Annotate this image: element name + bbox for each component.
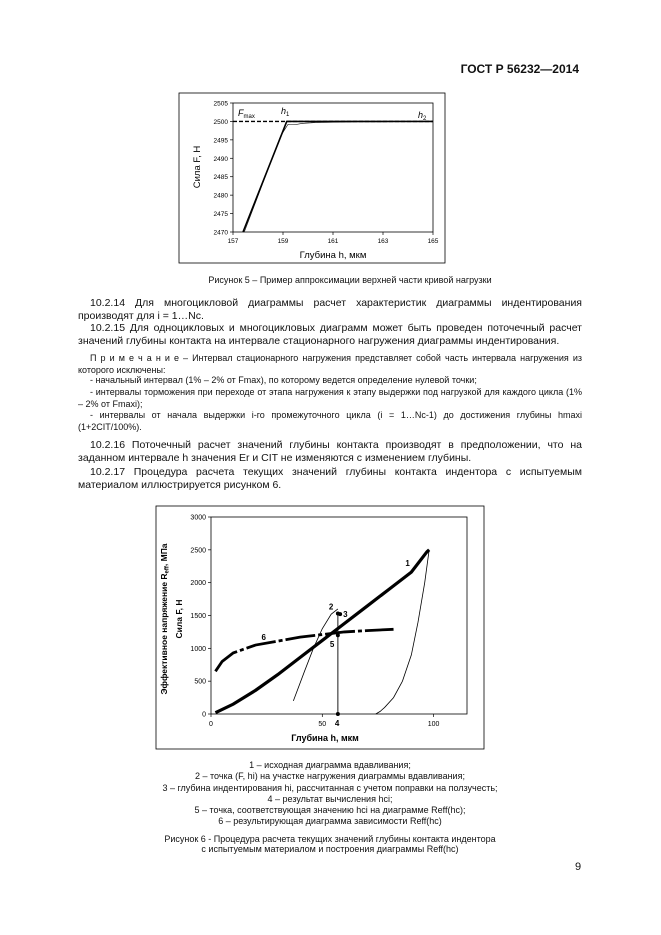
fig6-y-tick-label: 500	[194, 678, 206, 686]
fig6-y-tick-label: 1000	[190, 645, 206, 653]
fig5-h1-annotation: $h_1$	[281, 106, 290, 118]
fig5-x-tick-label: 161	[327, 238, 339, 245]
fig5-x-tick-label: 159	[277, 238, 289, 245]
figure6-caption-line1: Рисунок 6 - Процедура расчета текущих значений глубины контакта индентора	[164, 834, 496, 844]
fig5-y-tick-label: 2480	[213, 192, 228, 200]
note-intro: П р и м е ч а н и е – Интервал стационарного нагружения представляет собой часть интервала нагружения из которого исключены:	[78, 353, 582, 375]
paragraph-10-2-16: 10.2.16 Поточечный расчет значений глубины контакта производят в предположении, что на заданном интервале h значения Er и CIT не изменяются с изменением глубины.	[78, 439, 582, 464]
fig5-y-tick-label: 2485	[213, 174, 228, 182]
fig5-y-tick-label: 2470	[213, 229, 228, 237]
fig6-point-4	[336, 712, 340, 716]
fig6-y-tick-label: 0	[202, 711, 206, 719]
note-bullet-1: - начальный интервал (1% – 2% от Fmax), по которому ведется определение нулевой точки;	[90, 375, 477, 385]
paragraph-10-2-15: 10.2.15 Для одноцикловых и многоцикловых диаграмм может быть проведен поточечный расчет значений глубины контакта на интервале стационарного нагружения диаграммы индентирования.	[78, 322, 582, 347]
note-bullet-2: - интервалы торможения при переходе от этапа нагружения к этапу выдержки под нагрузкой для каждого цикла (1% – 2% от Fmaxi);	[78, 387, 582, 409]
figure5-chart	[178, 92, 446, 264]
fig6-point-label: 4	[334, 719, 340, 728]
fig5-x-tick-label: 163	[377, 238, 389, 245]
legend-item: 3 – глубина индентирования hi, рассчитанная с учетом поправки на ползучесть;	[162, 782, 498, 793]
fig6-curve-label: 6	[261, 633, 266, 643]
fig6-y-tick-label: 2500	[190, 547, 206, 555]
page-number: 9	[575, 861, 582, 873]
fig6-point-3	[338, 612, 342, 616]
note-bullet-3: - интервалы от начала выдержки i-го промежуточного цикла (i = 1…Nc-1) до достижения глубины hmaxi (1+2CIT/100%).	[78, 410, 582, 432]
fig6-ylabel-reff: Эффективное напряжение Reff, МПа	[159, 543, 171, 695]
figure6-chart	[155, 505, 485, 750]
fig5-x-tick-label: 165	[427, 238, 439, 245]
fig6-y-tick-label: 1500	[190, 613, 206, 620]
figure6-caption-line2: с испытуемым материалом и построения диаграммы Reff(hc)	[201, 844, 459, 854]
paragraph-10-2-14: 10.2.14 Для многоцикловой диаграммы расчет характеристик диаграммы индентирования производят для i = 1…Nc.	[78, 297, 582, 322]
fig5-h2-annotation: $h_2$	[418, 110, 427, 122]
fig6-x-tick-label: 100	[427, 721, 440, 728]
standard-header: ГОСТ Р 56232—2014	[460, 62, 579, 76]
legend-item: 6 – результирующая диаграмма зависимости Reff(hc)	[218, 816, 442, 827]
fig5-y-tick-label: 2500	[213, 118, 228, 126]
fig5-x-tick-label: 157	[227, 238, 239, 245]
figure5-caption: Рисунок 5 – Пример аппроксимации верхней части кривой нагрузки	[208, 275, 492, 285]
fig5-fmax-annotation: $F_{max}$	[238, 108, 255, 120]
fig6-x-tick-label: 50	[318, 721, 327, 728]
fig5-xlabel: Глубина h, мкм	[299, 250, 367, 261]
fig5-y-tick-label: 2490	[213, 155, 228, 163]
legend-item: 2 – точка (F, hi) на участке нагружения диаграммы вдавливания;	[195, 771, 465, 782]
fig6-x-tick-label: 0	[209, 721, 213, 728]
fig6-y-tick-label: 3000	[190, 514, 206, 522]
legend-item: 1 – исходная диаграмма вдавливания;	[249, 760, 411, 770]
fig5-y-tick-label: 2505	[213, 100, 228, 108]
fig5-y-tick-label: 2475	[213, 211, 228, 219]
fig5-ylabel: Сила F, Н	[192, 145, 203, 189]
paragraph-10-2-17: 10.2.17 Процедура расчета текущих значений глубины контакта индентора с испытуемым материалом иллюстрируется рисунком 6.	[78, 466, 582, 491]
fig6-xlabel: Глубина h, мкм	[291, 733, 359, 743]
fig6-ylabel-force: Сила F, Н	[174, 599, 184, 639]
legend-item: 5 – точка, соответствующая значению hci на диаграмме Reff(hc);	[194, 805, 466, 816]
fig5-y-tick-label: 2495	[213, 137, 228, 145]
legend-item: 4 – результат вычисления hci;	[267, 793, 393, 804]
fig6-curve-label: 1	[405, 559, 410, 569]
fig6-point-label: 3	[343, 610, 348, 620]
figure6-legend	[90, 760, 570, 828]
fig6-y-tick-label: 2000	[190, 580, 206, 588]
figure6-caption	[90, 834, 570, 854]
fig6-point-label: 5	[329, 640, 335, 650]
fig6-point-5	[336, 633, 340, 637]
fig6-point-label: 2	[328, 602, 334, 612]
